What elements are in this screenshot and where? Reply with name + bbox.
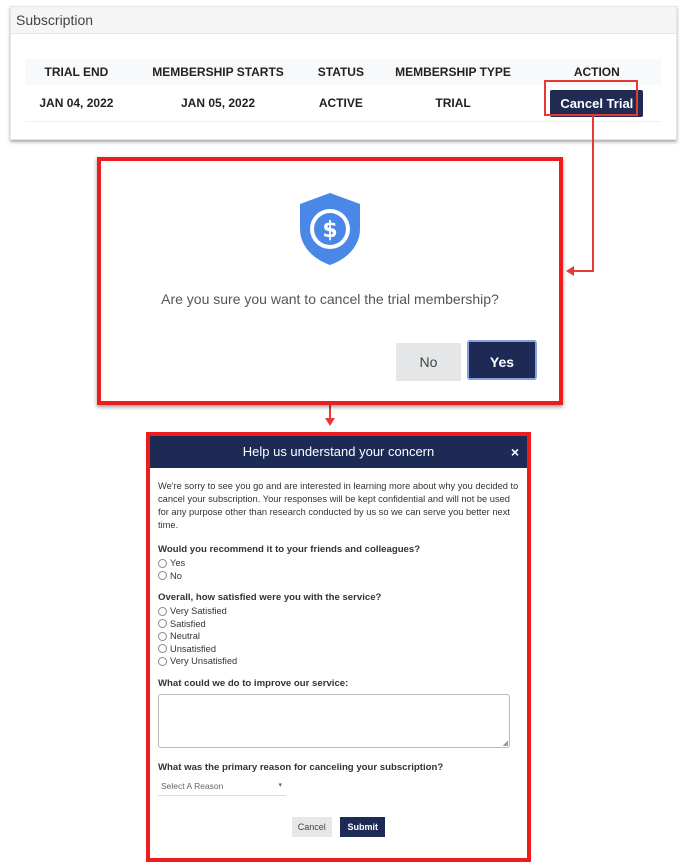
radio-icon[interactable] xyxy=(158,619,167,628)
trial-end-cell: JAN 04, 2022 xyxy=(25,85,128,122)
membership-starts-cell: JAN 05, 2022 xyxy=(128,85,309,122)
col-membership-type: MEMBERSHIP TYPE xyxy=(373,59,532,85)
dollar-shield-icon xyxy=(297,191,363,267)
reason-select[interactable] xyxy=(158,777,286,796)
radio-icon[interactable] xyxy=(158,607,167,616)
subscription-panel xyxy=(10,6,677,140)
resize-handle-icon[interactable]: ◢ xyxy=(502,739,508,747)
option-label: No xyxy=(170,570,182,581)
satisfaction-question xyxy=(158,592,519,668)
radio-icon[interactable] xyxy=(158,644,167,653)
intro-text: We're sorry to see you go and are interested in learning more about why you decided to cancel your subscription. Your responses will be kept confidential and will not be used for any purpose other than research conducted by us so we can serve you better next time. xyxy=(158,481,519,530)
radio-option-neutral[interactable] xyxy=(158,630,519,643)
recommend-question xyxy=(158,544,519,582)
subscription-title: Subscription xyxy=(11,7,676,34)
confirm-question: Are you sure you want to cancel the trial membership? xyxy=(161,291,499,307)
radio-icon[interactable] xyxy=(158,559,167,568)
cancel-trial-button[interactable]: Cancel Trial xyxy=(550,90,643,117)
option-label: Very Satisfied xyxy=(170,606,227,616)
yes-button[interactable]: Yes xyxy=(467,340,537,380)
arrow-left-icon xyxy=(566,266,574,276)
radio-option-very-satisfied[interactable] xyxy=(158,605,519,618)
cancel-trial-highlight xyxy=(544,80,638,116)
select-placeholder: Select A Reason xyxy=(161,780,224,791)
col-trial-end: TRIAL END xyxy=(25,59,128,85)
option-label: Neutral xyxy=(170,631,200,641)
question-label: Overall, how satisfied were you with the service? xyxy=(158,592,382,603)
radio-option-no[interactable] xyxy=(158,570,519,583)
modal-header xyxy=(150,436,527,468)
radio-icon[interactable] xyxy=(158,571,167,580)
radio-option-unsatisfied[interactable] xyxy=(158,643,519,656)
col-action: ACTION xyxy=(533,59,661,85)
option-label: Very Unsatisfied xyxy=(170,656,238,666)
cancel-button[interactable]: Cancel xyxy=(292,817,332,837)
col-status: STATUS xyxy=(308,59,373,85)
chevron-down-icon: ▾ xyxy=(278,781,282,789)
improve-textarea[interactable] xyxy=(158,694,510,748)
option-label: Unsatisfied xyxy=(170,643,216,654)
modal-title: Help us understand your concern xyxy=(242,444,435,459)
radio-option-satisfied[interactable] xyxy=(158,618,519,631)
radio-option-very-unsatisfied[interactable] xyxy=(158,655,519,668)
svg-text:$: $ xyxy=(322,218,338,243)
improve-question-label: What could we do to improve our service: xyxy=(158,677,349,689)
arrow-down-icon xyxy=(325,418,335,426)
membership-type-cell: TRIAL xyxy=(373,85,532,122)
modal-body xyxy=(150,468,527,796)
option-label: Yes xyxy=(170,558,186,568)
status-cell: ACTIVE xyxy=(308,85,373,122)
option-label: Satisfied xyxy=(170,618,206,629)
confirm-dialog xyxy=(97,157,563,405)
connector-line xyxy=(574,270,594,272)
feedback-modal xyxy=(146,432,531,862)
radio-option-yes[interactable] xyxy=(158,557,519,570)
reason-question-label: What was the primary reason for canceling your subscription? xyxy=(158,761,444,773)
radio-icon[interactable] xyxy=(158,632,167,641)
close-icon[interactable]: × xyxy=(510,444,519,460)
modal-actions xyxy=(150,817,527,837)
radio-icon[interactable] xyxy=(158,657,167,666)
connector-line xyxy=(592,116,594,272)
question-label: Would you recommend it to your friends and colleagues? xyxy=(158,544,421,555)
submit-button[interactable]: Submit xyxy=(340,817,385,837)
no-button[interactable]: No xyxy=(396,343,461,381)
col-membership-starts: MEMBERSHIP STARTS xyxy=(128,59,309,85)
